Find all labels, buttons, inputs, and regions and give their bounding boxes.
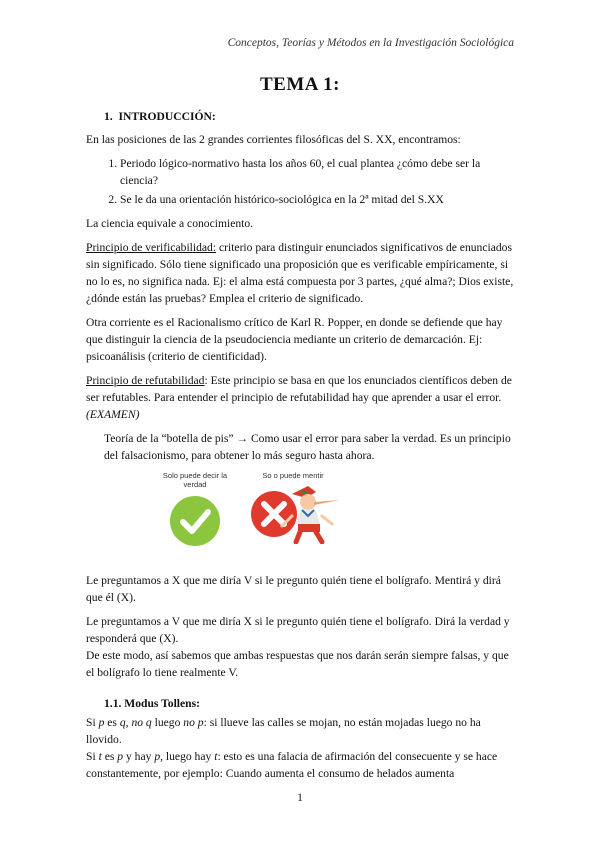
truth-lie-figure: [86, 471, 516, 566]
question-v-paragraph: Le preguntamos a V que me diría X si le pregunto quién tiene el bolígrafo. Dirá la verdad y responderá que (X).: [86, 615, 510, 645]
document-body: [86, 108, 516, 782]
section-heading: [104, 108, 516, 125]
refutability-term: Principio de refutabilidad: [86, 374, 205, 387]
list-item: 1. Periodo lógico-normativo hasta los años 60, el cual plantea ¿cómo debe ser la ciencia?: [120, 155, 516, 189]
conclusion-paragraph: De este modo, así sabemos que ambas respuestas que nos darán serán siempre falsas, y que el bolígrafo lo tiene realmente V.: [86, 649, 509, 679]
truth-caption: Solo puede decir la verdad: [162, 471, 228, 489]
verifiability-text: criterio para distinguir enunciados significativos de enunciados sin significado. Sólo tiene significado una proposición que es verificable empíricamente, si no lo es, no significa nada. Ej: el alma está compuesta por 3 partes, ¿qué alma?; Dios existe, ¿dónde están las pruebas? Emplea el criterio de significado.: [86, 241, 514, 305]
page-number: 1: [297, 792, 303, 804]
refutability-paragraph: [86, 372, 516, 423]
lie-caption: So o puede mentir: [262, 471, 324, 480]
pinocchio-cross-icon: [248, 482, 358, 544]
verifiability-term: Principio de verificabilidad:: [86, 241, 217, 254]
refutability-text: : Este principio se basa en que los enunciados científicos deben de ser refutables. Para entender el principio de refutabilidad hay que aprender a usar el error.: [86, 374, 512, 404]
running-header: Conceptos, Teorías y Métodos en la Investigación Sociológica: [227, 37, 514, 49]
subsection-heading: 1.1. Modus Tollens:: [104, 697, 200, 710]
popper-paragraph: Otra corriente es el Racionalismo crítico de Karl R. Popper, en donde se defiende que hay que distinguir la ciencia de la pseudociencia mediante un criterio de demarcación. Ej: psicoanálisis (criterio de cientificidad).: [86, 316, 503, 363]
truth-figure: [156, 471, 234, 554]
exam-note: (EXAMEN): [86, 408, 140, 421]
page-title: TEMA 1:: [259, 74, 341, 95]
bottle-theory-paragraph: Teoría de la “botella de pis” → Como usar el error para saber la verdad. Es un principio del falsacionismo, para obtener lo más seguro hasta ahora.: [104, 432, 511, 462]
list-item: 2. Se le da una orientación histórico-sociológica en la 2ª mitad del S.XX: [120, 191, 516, 208]
check-icon: [167, 493, 223, 549]
section-title: INTRODUCCIÓN:: [118, 110, 216, 123]
fallacy-paragraph: Si t es p y hay p, luego hay t: esto es una falacia de afirmación del consecuente y se hace constantemente, por ejemplo: Cuando aumenta el consumo de helados aumenta: [86, 750, 498, 780]
question-x-paragraph: Le preguntamos a X que me diría V si le pregunto quién tiene el bolígrafo. Mentirá y dirá que él (X).: [86, 574, 501, 604]
modus-tollens-paragraph: Si p es q, no q luego no p: si llueve las calles se mojan, no están mojadas luego no ha llovido.: [86, 716, 481, 746]
numbered-list: [86, 155, 516, 208]
science-paragraph: La ciencia equivale a conocimiento.: [86, 217, 254, 230]
section-number: 1.: [104, 110, 113, 123]
lie-figure: [254, 471, 332, 549]
verifiability-paragraph: [86, 239, 516, 307]
intro-paragraph: En las posiciones de las 2 grandes corrientes filosóficas del S. XX, encontramos:: [86, 133, 461, 146]
